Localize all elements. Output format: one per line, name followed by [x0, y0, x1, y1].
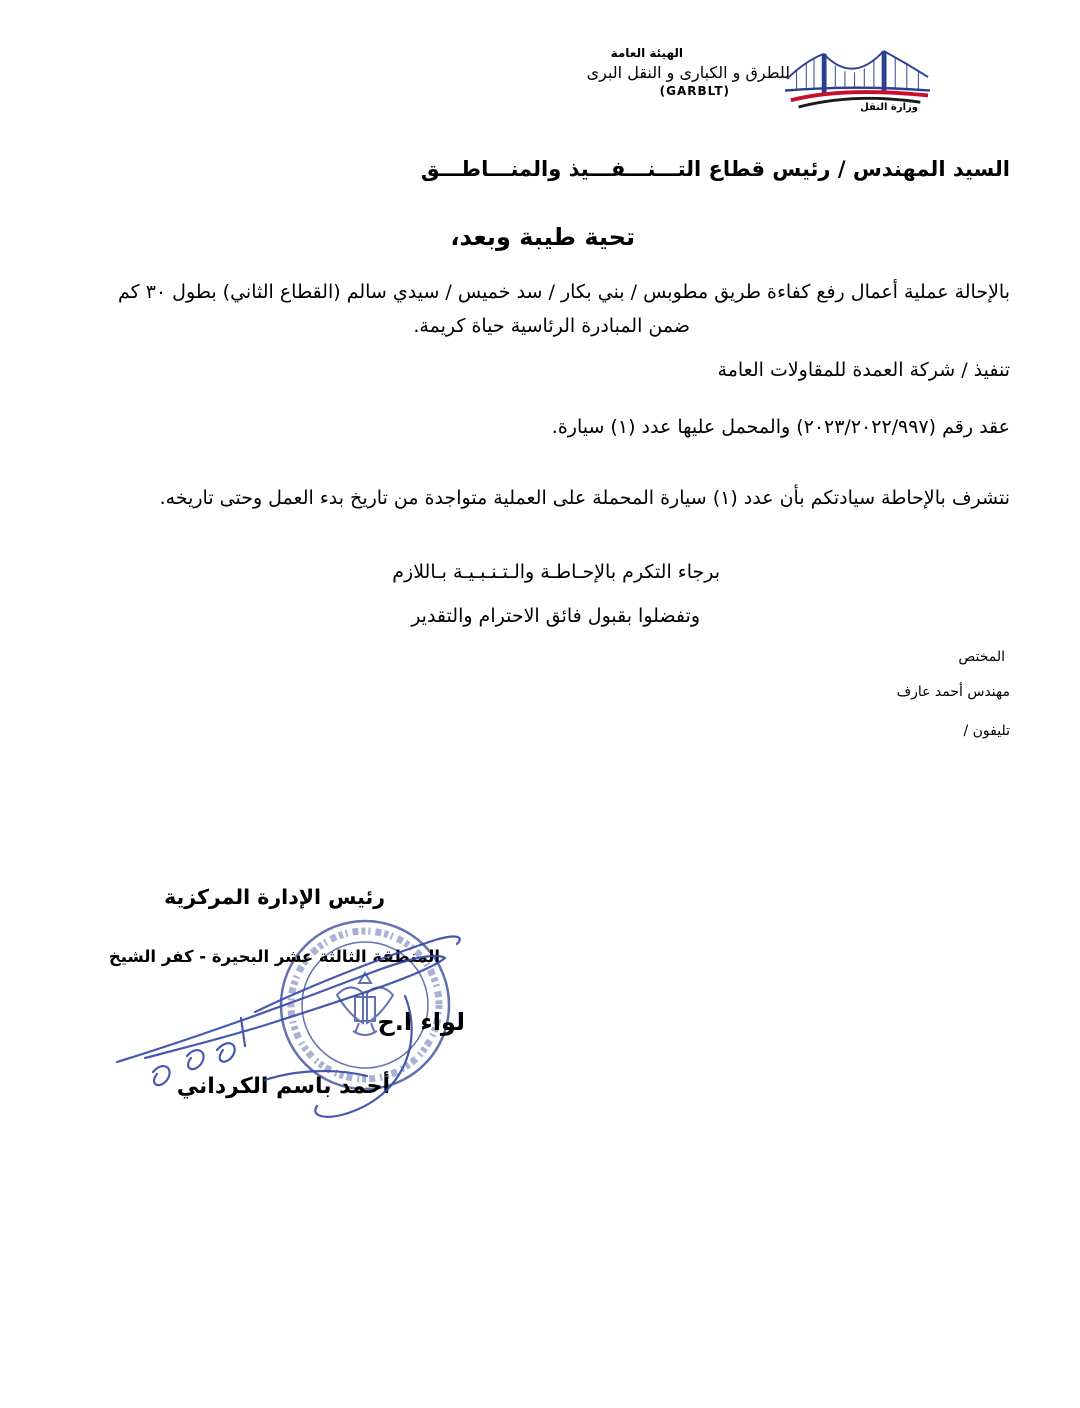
- bridge-hangers: [797, 57, 919, 91]
- request-line: برجاء التكرم بالإحـاطـة والـتـنـبـيـة بـاللازم: [392, 561, 720, 583]
- contact-phone: تليفون /: [963, 723, 1010, 739]
- reference-line-1: بالإحالة عملية أعمال رفع كفاءة طريق مطوبس / بني بكار / سد خميس / سيدي سالم (القطاع الثاني) بطول ٣٠ كم: [117, 281, 1010, 303]
- contact-role: المختص: [958, 649, 1005, 665]
- signature-upper-stroke: [255, 937, 460, 1012]
- signature-loop-3: [217, 1043, 235, 1062]
- contact-name: مهندس أحمد عارف: [896, 684, 1010, 700]
- signature-loop-2: [187, 1050, 204, 1069]
- signature-loop-1: [153, 1066, 170, 1085]
- org-name-line2: للطرق و الكبارى و النقل البرى: [586, 63, 790, 82]
- reference-line-2: ضمن المبادرة الرئاسية حياة كريمة.: [413, 315, 690, 337]
- org-name-line1: الهيئة العامة: [610, 46, 683, 60]
- signature-main-stroke: [117, 956, 445, 1062]
- signatory-rank: لواء ا.ح: [377, 1008, 465, 1036]
- closing-line: وتفضلوا بقبول فائق الاحترام والتقدير: [411, 605, 700, 627]
- greeting: تحية طيبة وبعد،: [450, 223, 635, 251]
- org-abbreviation: (GARBLT): [659, 84, 730, 98]
- bridge-deck: [785, 88, 930, 91]
- bridge-logo-icon: [785, 48, 930, 110]
- body-paragraph: نتشرف بالإحاطة سيادتكم بأن عدد (١) سيارة المحملة على العملية متواجدة من تاريخ بدء العمل وحتى تاريخه.: [159, 487, 1010, 509]
- handwritten-signature-icon: [105, 900, 485, 1140]
- contract-line: عقد رقم (٢٠٢٣/٢٠٢٢/٩٩٧) والمحمل عليها عدد (١) سيارة.: [551, 416, 1010, 438]
- execution-line: تنفيذ / شركة العمدة للمقاولات العامة: [717, 359, 1010, 381]
- ministry-label: وزارة النقل: [860, 102, 918, 113]
- signatory-region: المنطقة الثالثة عشر البحيرة - كفر الشيخ: [108, 947, 440, 966]
- signatory-name: أحمد باسم الكرداني: [176, 1074, 390, 1099]
- road-swoosh-black: [799, 98, 921, 107]
- signatory-title: رئيس الإدارة المركزية: [164, 885, 385, 909]
- signature-tail: [315, 996, 411, 1117]
- signature-flourish: [265, 1071, 367, 1080]
- addressee-heading: السيد المهندس / رئيس قطاع التـــنـــفـــيذ والمنـــاطـــق: [420, 157, 1010, 181]
